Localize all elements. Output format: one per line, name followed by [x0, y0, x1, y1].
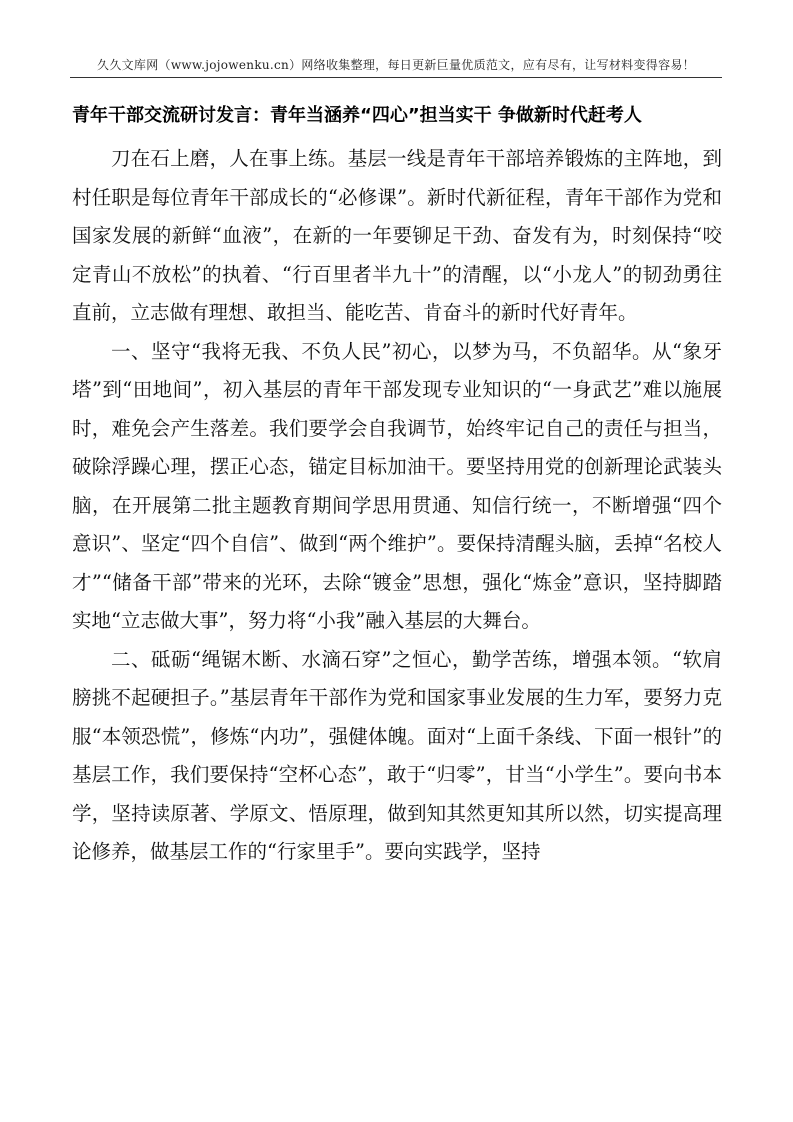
header-divider — [70, 77, 722, 78]
document-title: 青年干部交流研讨发言：青年当涵养“四心”担当实干 争做新时代赶考人 — [72, 105, 642, 126]
paragraph-section-two: 二、砥砺“绳锯木断、水滴石穿”之恒心，勤学苦练，增强本领。“软肩膀挑不起硬担子。”基层青年干部作为党和国家事业发展的生力军，要努力克服“本领恐慌”，修炼“内功”，强健体魄。面对“上面千条线、下面一根针”的基层工作，我们要保持“空杯心态”，敢于“归零”，甘当“小学生”。要向书本学，坚持读原著、学原文、悟原理，做到知其然更知其所以然，切实提高理论修养，做基层工作的“行家里手”。要向实践学，坚持 — [72, 647, 722, 863]
page-header: 久久文库网（www.jojowenku.cn）网络收集整理，每日更新巨量优质范文，应有尽有，让写材料变得容易！ — [97, 58, 695, 72]
paragraph-section-one: 一、坚守“我将无我、不负人民”初心，以梦为马，不负韶华。从“象牙塔”到“田地间”，初入基层的青年干部发现专业知识的“一身武艺”难以施展时，难免会产生落差。我们要学会自我调节，始终牢记自己的责任与担当，破除浮躁心理，摆正心态，锚定目标加油干。要坚持用党的创新理论武装头脑，在开展第二批主题教育期间学思用贯通、知信行统一，不断增强“四个意识”、坚定“四个自信”、做到“两个维护”。要保持清醒头脑，丢掉“名校人才”“储备干部”带来的光环，去除“镀金”思想，强化“炼金”意识，坚持脚踏实地“立志做大事”，努力将“小我”融入基层的大舞台。 — [72, 339, 722, 632]
document-body — [72, 140, 722, 872]
paragraph-intro: 刀在石上磨，人在事上练。基层一线是青年干部培养锻炼的主阵地，到村任职是每位青年干部成长的“必修课”。新时代新征程，青年干部作为党和国家发展的新鲜“血液”，在新的一年要铆足干劲、奋发有为，时刻保持“咬定青山不放松”的执着、“行百里者半九十”的清醒，以“小龙人”的韧劲勇往直前，立志做有理想、敢担当、能吃苦、肯奋斗的新时代好青年。 — [72, 147, 722, 324]
